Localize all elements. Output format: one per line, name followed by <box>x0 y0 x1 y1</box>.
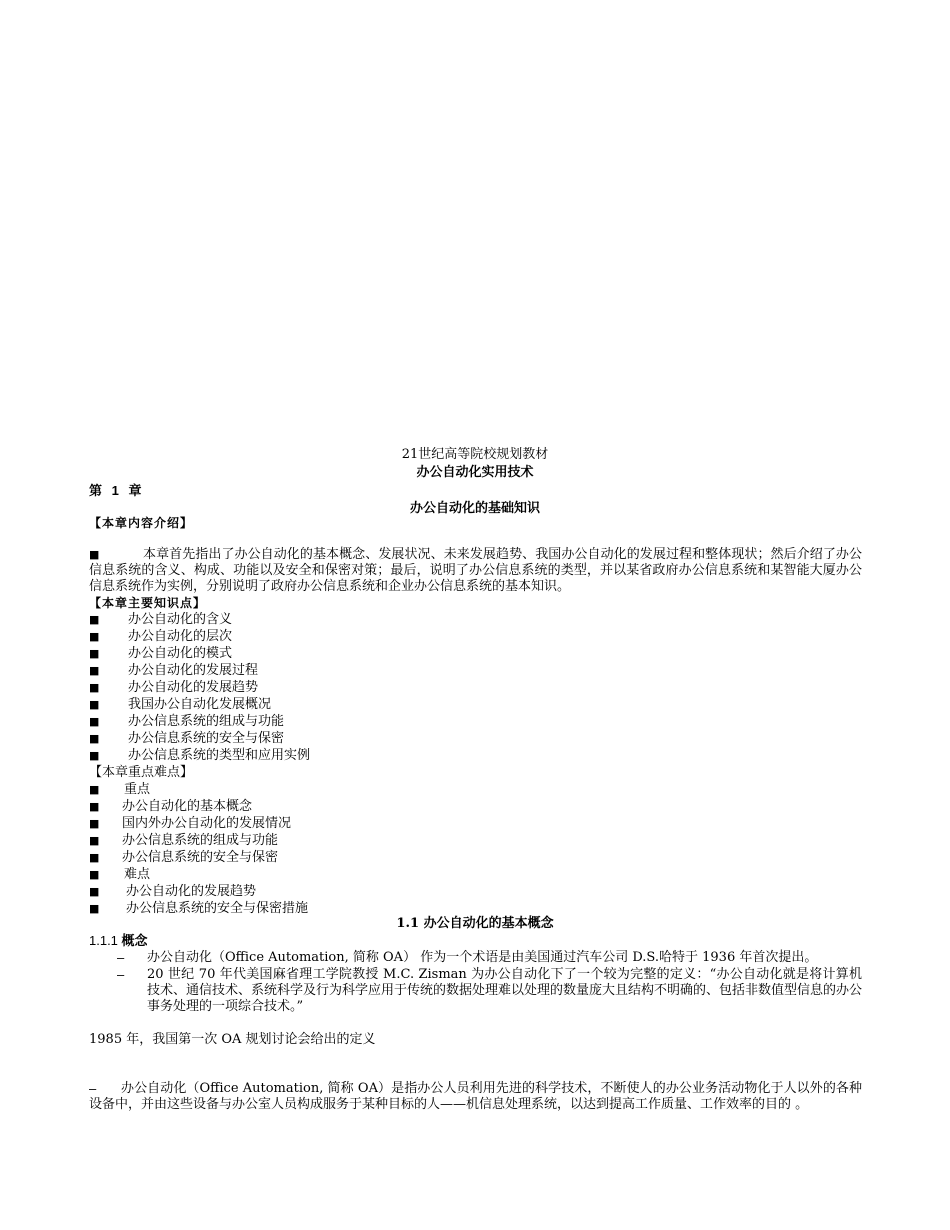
bullet-icon: ■ <box>89 834 100 847</box>
bullet-icon: ■ <box>89 681 100 694</box>
bullet-icon: ■ <box>89 613 100 626</box>
bullet-icon: ■ <box>89 800 100 813</box>
list-item: 重点 <box>124 782 151 797</box>
bullet-icon: ■ <box>89 630 100 643</box>
chapter-number: 第 1 章 <box>89 483 142 498</box>
subsection-number: 1.1.1 <box>89 933 118 948</box>
list-item: 办公信息系统的组成与功能 <box>122 833 279 848</box>
bullet-icon: ■ <box>89 851 100 864</box>
intro-paragraph: 本章首先指出了办公自动化的基本概念、发展状况、未来发展趋势、我国办公自动化的发展过程和整体现状；然后介绍了办公信息系统的含义、构成、功能以及安全和保密对策；最后，说明了办公信息系统的类型，并以某省政府办公信息系统和某智能大厦办公信息系统作为实例，分别说明了政府办公信息系统和企业办公信息系统的基本知识。 <box>89 547 862 594</box>
intro-heading: 【本章内容介绍】 <box>89 516 194 530</box>
bullet-icon: ■ <box>89 647 100 660</box>
definition-2: 20 世纪 70 年代美国麻省理工学院教授 M.C. Zisman 为办公自动化下了一个较为完整的定义：“办公自动化就是将计算机技术、通信技术、系统科学及行为科学应用于传统的数据处理难以处理的数量庞大且结构不明确的、包括非数值型信息的办公事务处理的一项综合技术。” <box>147 967 863 1014</box>
list-item: 办公自动化的层次 <box>128 629 233 644</box>
bullet-icon: ■ <box>89 732 100 745</box>
dash-marker: – <box>117 950 125 965</box>
key-points-heading: 【本章重点难点】 <box>89 765 194 780</box>
list-item: 办公信息系统的安全与保密 <box>128 731 285 746</box>
definition-3: 办公自动化（Office Automation, 简称 OA）是指办公人员利用先进的科学技术，不断使人的办公业务活动物化于人以外的各种设备中，并由这些设备与办公室人员构成服务于某种目标的人——机信息处理系统，以达到提高工作质量、工作效率的目的 。 <box>89 1081 862 1112</box>
list-item: 我国办公自动化发展概况 <box>128 697 272 712</box>
bullet-icon: ■ <box>89 749 100 762</box>
book-title: 办公自动化实用技术 <box>416 464 534 479</box>
bullet-icon: ■ <box>89 664 100 677</box>
bullet-icon: ■ <box>89 783 100 796</box>
bullet-icon: ■ <box>89 902 100 915</box>
list-item: 办公自动化的含义 <box>128 612 233 627</box>
bullet-icon: ■ <box>89 698 100 711</box>
list-item: 办公自动化的发展趋势 <box>126 884 257 899</box>
list-item: 办公自动化的发展趋势 <box>128 680 259 695</box>
section-title: 1.1 办公自动化的基本概念 <box>396 916 554 931</box>
bullet-icon: ■ <box>89 885 100 898</box>
list-item: 办公自动化的基本概念 <box>122 799 253 814</box>
definition-1: 办公自动化（Office Automation, 简称 OA） 作为一个术语是由美国通过汽车公司 D.S.哈特于 1936 年首次提出。 <box>147 950 818 965</box>
series-label: 21世纪高等院校规划教材 <box>401 447 549 462</box>
bullet-icon: ■ <box>89 817 100 830</box>
bullet-icon: ■ <box>89 868 100 881</box>
list-item: 国内外办公自动化的发展情况 <box>122 816 292 831</box>
subsection-heading <box>89 933 148 949</box>
dash-marker: – <box>89 1081 97 1096</box>
list-item: 办公信息系统的安全与保密 <box>122 850 279 865</box>
paragraph-1985: 1985 年，我国第一次 OA 规划讨论会给出的定义 <box>89 1032 376 1047</box>
list-item: 办公自动化的发展过程 <box>128 663 259 678</box>
bullet-icon: ■ <box>89 715 100 728</box>
list-item: 办公信息系统的类型和应用实例 <box>128 748 311 763</box>
dash-marker: – <box>117 967 125 982</box>
chapter-title: 办公自动化的基础知识 <box>409 500 540 515</box>
list-item: 难点 <box>124 867 151 882</box>
knowledge-heading: 【本章主要知识点】 <box>89 596 207 610</box>
list-item: 办公自动化的模式 <box>128 646 233 661</box>
bullet-icon: ■ <box>89 548 100 561</box>
list-item: 办公信息系统的安全与保密措施 <box>126 901 309 916</box>
list-item: 办公信息系统的组成与功能 <box>128 714 285 729</box>
subsection-title: 概念 <box>121 933 148 948</box>
